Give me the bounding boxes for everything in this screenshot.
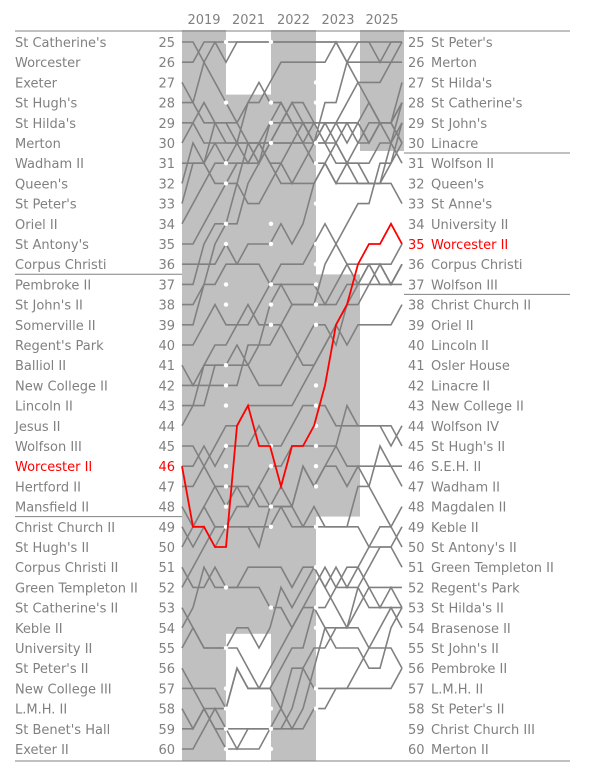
right-position-label: 50 bbox=[408, 541, 425, 556]
break-dot bbox=[269, 141, 273, 145]
right-crew-label: Christ Church III bbox=[431, 722, 535, 738]
left-crew-label: L.M.H. II bbox=[15, 702, 68, 718]
break-dot bbox=[269, 504, 273, 508]
year-shade-2019 bbox=[182, 30, 226, 761]
right-crew-label: Linacre bbox=[431, 137, 479, 152]
left-position-label: 44 bbox=[158, 419, 175, 435]
left-position-label: 46 bbox=[158, 460, 175, 476]
break-dot bbox=[224, 100, 228, 104]
break-dot bbox=[314, 201, 318, 205]
left-position-label: 50 bbox=[158, 541, 175, 556]
left-crew-label: Christ Church II bbox=[15, 520, 116, 536]
left-crew-label: St Benet's Hall bbox=[15, 722, 111, 738]
left-position-label: 52 bbox=[158, 581, 175, 597]
left-position-label: 34 bbox=[158, 217, 175, 233]
break-dot bbox=[269, 464, 273, 468]
year-label-2019: 2019 bbox=[187, 13, 221, 28]
break-dot bbox=[224, 727, 228, 731]
left-position-label: 25 bbox=[158, 36, 175, 51]
right-position-label: 46 bbox=[408, 460, 425, 476]
left-crew-label: Exeter bbox=[15, 76, 57, 92]
right-crew-label: Magdalen II bbox=[431, 500, 507, 516]
left-position-label: 47 bbox=[158, 480, 175, 496]
right-position-label: 52 bbox=[408, 581, 425, 597]
right-position-label: 36 bbox=[408, 258, 425, 274]
left-position-label: 35 bbox=[158, 238, 175, 253]
right-crew-label: Christ Church II bbox=[431, 298, 532, 314]
left-crew-label: Regent's Park bbox=[15, 339, 104, 354]
left-position-label: 38 bbox=[158, 298, 175, 314]
break-dot bbox=[269, 727, 273, 731]
break-dot bbox=[224, 242, 228, 246]
break-dot bbox=[314, 141, 318, 145]
break-dot bbox=[269, 302, 273, 306]
left-position-label: 53 bbox=[158, 601, 175, 617]
break-dot bbox=[314, 161, 318, 165]
left-crew-label: Queen's bbox=[15, 177, 69, 193]
right-crew-label: St Hilda's II bbox=[431, 601, 504, 617]
right-position-label: 43 bbox=[408, 399, 425, 415]
break-dot bbox=[224, 686, 228, 690]
break-dot bbox=[269, 747, 273, 751]
break-dot bbox=[224, 181, 228, 185]
break-dot bbox=[314, 605, 318, 609]
break-dot bbox=[224, 585, 228, 589]
break-dot bbox=[314, 565, 318, 569]
left-crew-label: Keble II bbox=[15, 621, 63, 637]
right-position-label: 40 bbox=[408, 339, 425, 354]
right-crew-label: St Hilda's bbox=[431, 76, 493, 92]
break-dot bbox=[224, 444, 228, 448]
right-crew-label: New College II bbox=[431, 399, 524, 415]
left-crew-label: Worcester bbox=[15, 56, 81, 72]
break-dot bbox=[224, 282, 228, 286]
right-position-label: 58 bbox=[408, 702, 425, 718]
break-dot bbox=[314, 464, 318, 468]
break-dot bbox=[314, 403, 318, 407]
break-dot bbox=[224, 403, 228, 407]
year-label-2025: 2025 bbox=[365, 13, 399, 28]
right-position-label: 56 bbox=[408, 662, 425, 678]
left-crew-label: Worcester II bbox=[15, 460, 93, 476]
right-position-label: 39 bbox=[408, 318, 425, 334]
left-position-label: 48 bbox=[158, 500, 175, 516]
right-position-label: 32 bbox=[408, 177, 425, 193]
right-position-label: 26 bbox=[408, 56, 425, 72]
left-position-label: 49 bbox=[158, 520, 175, 536]
left-crew-label: St Hilda's bbox=[15, 116, 77, 132]
left-crew-label: St Hugh's bbox=[15, 96, 78, 112]
left-position-label: 42 bbox=[158, 379, 175, 395]
right-crew-label: St John's bbox=[431, 116, 488, 132]
break-dot bbox=[269, 605, 273, 609]
break-dot bbox=[314, 262, 318, 266]
right-crew-label: Corpus Christi bbox=[431, 258, 523, 274]
left-position-label: 40 bbox=[158, 339, 175, 354]
right-crew-label: St Anne's bbox=[431, 197, 493, 213]
right-position-label: 45 bbox=[408, 440, 425, 455]
left-crew-label: Jesus II bbox=[15, 419, 61, 435]
left-crew-label: Lincoln II bbox=[15, 399, 73, 415]
right-crew-label: S.E.H. II bbox=[431, 460, 482, 476]
right-position-label: 51 bbox=[408, 561, 425, 577]
break-dot bbox=[269, 525, 273, 529]
left-position-label: 36 bbox=[158, 258, 175, 274]
right-position-label: 38 bbox=[408, 298, 425, 314]
left-position-label: 37 bbox=[158, 278, 175, 294]
right-crew-label: Keble II bbox=[431, 520, 479, 536]
left-crew-label: Corpus Christi II bbox=[15, 561, 119, 577]
left-crew-label: Somerville II bbox=[15, 318, 96, 334]
break-dot bbox=[269, 40, 273, 44]
break-dot bbox=[314, 242, 318, 246]
break-dot bbox=[224, 706, 228, 710]
right-position-label: 44 bbox=[408, 419, 425, 435]
year-label-2021: 2021 bbox=[231, 13, 266, 28]
right-crew-label: Osler House bbox=[431, 359, 510, 375]
year-label-2023: 2023 bbox=[321, 13, 355, 28]
right-position-label: 25 bbox=[408, 36, 425, 51]
right-crew-label: Pembroke II bbox=[431, 662, 508, 678]
right-crew-label: Wolfson II bbox=[431, 157, 495, 173]
left-position-label: 59 bbox=[158, 722, 175, 738]
right-crew-label: St Catherine's bbox=[431, 96, 523, 112]
break-dot bbox=[269, 121, 273, 125]
right-crew-label: Wolfson IV bbox=[431, 419, 500, 435]
left-position-label: 43 bbox=[158, 399, 175, 415]
left-crew-label: Balliol II bbox=[15, 359, 67, 375]
break-dot bbox=[314, 100, 318, 104]
left-position-label: 45 bbox=[158, 440, 175, 455]
left-position-label: 26 bbox=[158, 56, 175, 72]
left-crew-label: St John's II bbox=[15, 298, 83, 314]
right-position-label: 30 bbox=[408, 137, 425, 152]
right-position-label: 55 bbox=[408, 642, 425, 657]
left-crew-label: New College III bbox=[15, 682, 112, 698]
right-position-label: 53 bbox=[408, 601, 425, 617]
right-crew-label: Worcester II bbox=[431, 238, 509, 253]
left-position-label: 51 bbox=[158, 561, 175, 577]
break-dot bbox=[224, 484, 228, 488]
break-dot bbox=[314, 383, 318, 387]
break-dot bbox=[269, 222, 273, 226]
right-position-label: 33 bbox=[408, 197, 425, 213]
break-dot bbox=[224, 646, 228, 650]
right-crew-label: L.M.H. II bbox=[431, 682, 484, 698]
right-crew-label: Wolfson III bbox=[431, 278, 498, 294]
left-crew-label: Green Templeton II bbox=[15, 581, 138, 597]
right-crew-label: Wadham II bbox=[431, 480, 500, 496]
break-dot bbox=[269, 706, 273, 710]
left-position-label: 41 bbox=[158, 359, 175, 375]
right-crew-label: Linacre II bbox=[431, 379, 491, 395]
break-dot bbox=[314, 706, 318, 710]
break-dot bbox=[224, 302, 228, 306]
right-crew-label: Regent's Park bbox=[431, 581, 520, 597]
left-position-label: 28 bbox=[158, 96, 175, 112]
break-dot bbox=[224, 747, 228, 751]
right-crew-label: St Peter's II bbox=[431, 702, 505, 718]
left-position-label: 55 bbox=[158, 642, 175, 657]
left-position-label: 54 bbox=[158, 621, 175, 637]
right-crew-label: Merton II bbox=[431, 743, 489, 758]
break-dot bbox=[314, 302, 318, 306]
break-dot bbox=[224, 222, 228, 226]
left-crew-label: Wolfson III bbox=[15, 440, 82, 455]
break-dot bbox=[269, 100, 273, 104]
break-dot bbox=[314, 686, 318, 690]
break-dot bbox=[314, 626, 318, 630]
left-position-label: 30 bbox=[158, 137, 175, 152]
left-position-label: 27 bbox=[158, 76, 175, 92]
left-crew-label: Hertford II bbox=[15, 480, 81, 496]
left-crew-label: St Catherine's II bbox=[15, 601, 119, 617]
break-dot bbox=[269, 282, 273, 286]
left-crew-label: St Hugh's II bbox=[15, 541, 90, 556]
right-position-label: 42 bbox=[408, 379, 425, 395]
break-dot bbox=[224, 363, 228, 367]
break-dot bbox=[224, 40, 228, 44]
right-crew-label: St Peter's bbox=[431, 36, 493, 51]
right-position-label: 59 bbox=[408, 722, 425, 738]
break-dot bbox=[224, 504, 228, 508]
right-position-label: 48 bbox=[408, 500, 425, 516]
left-crew-label: St Catherine's bbox=[15, 36, 107, 51]
left-position-label: 32 bbox=[158, 177, 175, 193]
right-crew-label: Green Templeton II bbox=[431, 561, 554, 577]
right-position-label: 37 bbox=[408, 278, 425, 294]
left-position-label: 29 bbox=[158, 116, 175, 132]
right-position-label: 35 bbox=[408, 238, 425, 253]
left-position-label: 39 bbox=[158, 318, 175, 334]
right-position-label: 54 bbox=[408, 621, 425, 637]
left-position-label: 56 bbox=[158, 662, 175, 678]
right-position-label: 49 bbox=[408, 520, 425, 536]
right-position-label: 41 bbox=[408, 359, 425, 375]
break-dot bbox=[224, 383, 228, 387]
right-crew-label: St John's II bbox=[431, 642, 499, 657]
right-crew-label: Oriel II bbox=[431, 318, 474, 334]
right-crew-label: Queen's bbox=[431, 177, 485, 193]
right-position-label: 31 bbox=[408, 157, 425, 173]
right-crew-label: Brasenose II bbox=[431, 621, 511, 637]
right-crew-label: St Hugh's II bbox=[431, 440, 506, 455]
right-position-label: 47 bbox=[408, 480, 425, 496]
left-crew-label: St Peter's bbox=[15, 197, 77, 213]
break-dot bbox=[314, 80, 318, 84]
left-crew-label: Wadham II bbox=[15, 157, 84, 173]
left-crew-label: St Peter's II bbox=[15, 662, 89, 678]
break-dot bbox=[224, 464, 228, 468]
right-position-label: 27 bbox=[408, 76, 425, 92]
break-dot bbox=[269, 323, 273, 327]
left-crew-label: Merton bbox=[15, 137, 61, 152]
year-label-2022: 2022 bbox=[276, 13, 311, 28]
break-dot bbox=[314, 525, 318, 529]
left-crew-label: Exeter II bbox=[15, 743, 69, 758]
right-position-label: 29 bbox=[408, 116, 425, 132]
break-dot bbox=[314, 444, 318, 448]
break-dot bbox=[269, 242, 273, 246]
right-position-label: 28 bbox=[408, 96, 425, 112]
break-dot bbox=[224, 161, 228, 165]
left-position-label: 57 bbox=[158, 682, 175, 698]
right-crew-label: St Antony's II bbox=[431, 541, 517, 556]
left-crew-label: Corpus Christi bbox=[15, 258, 107, 274]
break-dot bbox=[314, 282, 318, 286]
left-position-label: 60 bbox=[158, 743, 175, 758]
left-position-label: 31 bbox=[158, 157, 175, 173]
left-position-label: 33 bbox=[158, 197, 175, 213]
left-crew-label: Mansfield II bbox=[15, 500, 90, 516]
right-position-label: 60 bbox=[408, 743, 425, 758]
break-dot bbox=[314, 484, 318, 488]
left-position-label: 58 bbox=[158, 702, 175, 718]
right-crew-label: Merton bbox=[431, 56, 477, 72]
right-position-label: 57 bbox=[408, 682, 425, 698]
left-crew-label: Pembroke II bbox=[15, 278, 92, 294]
left-crew-label: Oriel II bbox=[15, 217, 58, 233]
right-position-label: 34 bbox=[408, 217, 425, 233]
left-crew-label: University II bbox=[15, 642, 93, 657]
left-crew-label: St Antony's bbox=[15, 238, 89, 253]
left-crew-label: New College II bbox=[15, 379, 108, 395]
break-dot bbox=[314, 323, 318, 327]
right-crew-label: Lincoln II bbox=[431, 339, 489, 354]
right-crew-label: University II bbox=[431, 217, 509, 233]
